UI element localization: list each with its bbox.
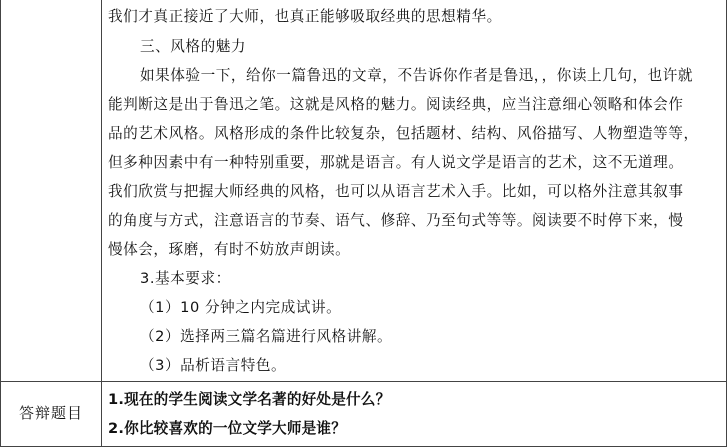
body-line: 我们欣赏与把握大师经典的风格，也可以从语言艺术入手。比如，可以格外注意其叙事 bbox=[108, 183, 684, 200]
body-line: 品的艺术风格。风格形成的条件比较复杂，包括题材、结构、风俗描写、人物塑造等等， bbox=[108, 125, 699, 142]
body-line: 但多种因素中有一种特别重要，那就是语言。有人说文学是语言的艺术，这不无道理。 bbox=[108, 154, 684, 171]
requirement-item: （1）10 分钟之内完成试讲。 bbox=[140, 299, 342, 316]
body-line: 能判断这是出于鲁迅之笔。这就是风格的魅力。阅读经典，应当注意细心领略和体会作 bbox=[108, 96, 684, 113]
section-heading: 三、风格的魅力 bbox=[140, 38, 247, 55]
body-line: 如果体验一下，给你一篇鲁迅的文章，不告诉你作者是鲁迅，，你读上几句，也许就 bbox=[140, 67, 694, 84]
requirement-item: （2）选择两三篇名篇进行风格讲解。 bbox=[140, 328, 393, 345]
requirement-item: （3）品析语言特色。 bbox=[140, 357, 287, 374]
defense-question: 2.你比较喜欢的一位文学大师是谁？ bbox=[108, 420, 347, 437]
body-line: 慢体会，琢磨，有时不妨放声朗读。 bbox=[108, 241, 351, 258]
body-line: 的角度与方式，注意语言的节奏、语气、修辞、乃至句式等等。阅读要不时停下来，慢 bbox=[108, 212, 684, 229]
right-border bbox=[726, 0, 727, 447]
requirements-heading: 3.基本要求： bbox=[140, 270, 231, 287]
label-cell bbox=[1, 0, 101, 447]
content-cell bbox=[102, 0, 726, 447]
defense-label: 答辩题目 bbox=[18, 404, 83, 422]
body-line: 我们才真正接近了大师，也真正能够吸取经典的思想精华。 bbox=[108, 8, 502, 25]
defense-question: 1.现在的学生阅读文学名著的好处是什么？ bbox=[108, 391, 391, 408]
